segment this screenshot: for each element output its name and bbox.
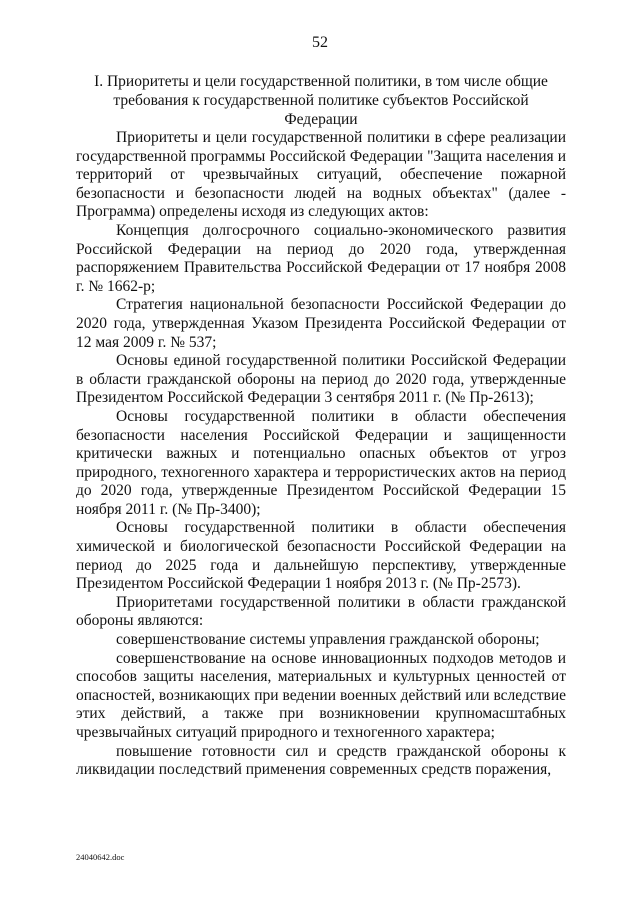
section-heading: I. Приоритеты и цели государственной политики, в том числе общие требования к государственной политике субъектов Российской Федерации	[94, 73, 548, 128]
paragraph-concept-2020: Концепция долгосрочного социально-экономического развития Российской Федерации на период до 2020 года, утвержденная распоряжением Правительства Российской Федерации от 17 ноября 2008 г. № 1662-р;	[76, 221, 566, 295]
footer-filename: 24040642.doc	[76, 852, 125, 862]
paragraph-priority-readiness: повышение готовности сил и средств гражданской обороны к ликвидации последствий применения современных средств поражения,	[76, 742, 566, 779]
paragraph-civil-defense-basics: Основы единой государственной политики Российской Федерации в области гражданской обороны на период до 2020 года, утвержденные Президентом Российской Федерации 3 сентября 2011 г. (№ Пр-2613);	[76, 352, 566, 407]
paragraph-intro: Приоритеты и цели государственной политики в сфере реализации государственной программы Российской Федерации "Защита населения и территорий от чрезвычайных ситуаций, обеспечение пожарной безопасности и безопасности людей на водных объектах" (далее - Программа) определены исходя из следующих актов:	[76, 129, 566, 221]
paragraph-chem-bio-safety-basics: Основы государственной политики в области обеспечения химической и биологической безопасности Российской Федерации на период до 2025 года и дальнейшую перспективу, утвержденные Президентом Российской Федерации 1 ноября 2013 г. (№ Пр-2573).	[76, 519, 566, 593]
paragraph-priorities-intro: Приоритетами государственной политики в области гражданской обороны являются:	[76, 593, 566, 630]
paragraph-population-safety-basics: Основы государственной политики в области обеспечения безопасности населения Российской Федерации и защищенности критически важных и потенциально опасных объектов от угроз природного, техногенного характера и террористических актов на период до 2020 года, утвержденные Президентом Российской Федерации 15 ноября 2011 г. (№ Пр-3400);	[76, 407, 566, 518]
paragraph-priority-management: совершенствование системы управления гражданской обороны;	[116, 631, 540, 649]
paragraph-security-strategy: Стратегия национальной безопасности Российской Федерации до 2020 года, утвержденная Указом Президента Российской Федерации от 12 мая 2009 г. № 537;	[76, 296, 566, 351]
document-body	[76, 129, 566, 780]
paragraph-priority-protection-methods: совершенствование на основе инновационных подходов методов и способов защиты населения, материальных и культурных ценностей от опасностей, возникающих при ведении военных действий или вследствие этих действий, а также при возникновении крупномасштабных чрезвычайных ситуаций природного и техногенного характера;	[76, 649, 566, 741]
page-number: 52	[312, 34, 328, 51]
